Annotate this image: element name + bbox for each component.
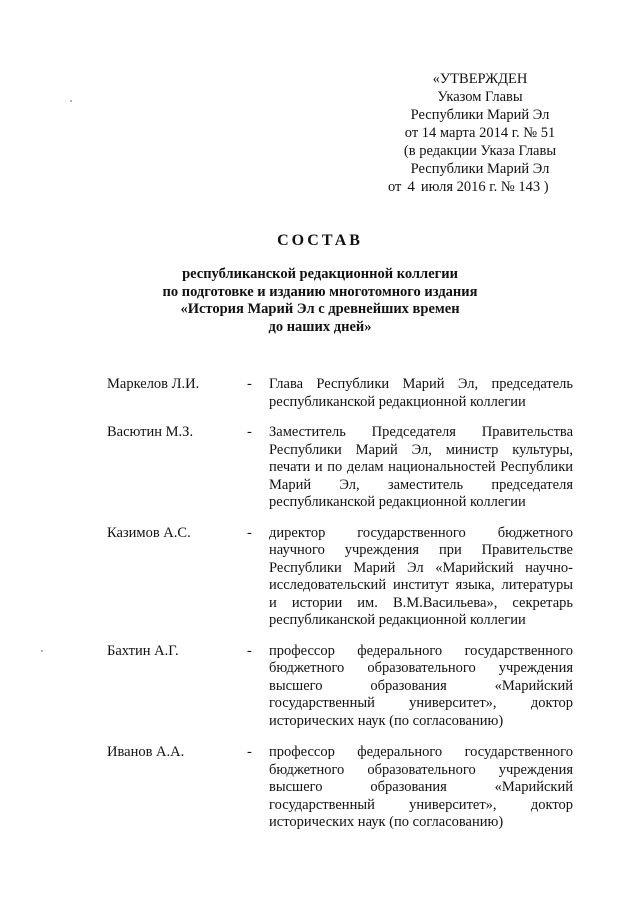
member-entry bbox=[107, 376, 573, 411]
approval-line-revision: (в редакции Указа Главы bbox=[403, 143, 557, 159]
member-position: профессор федерального государственного бюджетного образовательного учреждения высшего образования «Марийский государственный университет», доктор исторических наук (по согласованию) bbox=[269, 744, 573, 830]
member-dash: - bbox=[247, 642, 252, 659]
member-name: Бахтин А.Г. bbox=[107, 642, 179, 659]
member-position: профессор федерального государственного бюджетного образовательного учреждения высшего образования «Марийский государственный университет», доктор исторических наук (по согласованию) bbox=[269, 642, 573, 729]
members-list bbox=[107, 376, 573, 832]
member-position: Глава Республики Марий Эл, председатель республиканской редакционной коллегии bbox=[269, 376, 573, 410]
scan-speck bbox=[41, 650, 43, 652]
member-entry bbox=[107, 643, 573, 731]
scan-speck bbox=[70, 100, 72, 102]
subtitle-line-2: по подготовке и изданию многотомного издания bbox=[162, 283, 478, 300]
subtitle-line-3: «История Марий Эл с древнейших времен bbox=[180, 301, 460, 317]
approval-line-republic: Республики Марий Эл bbox=[410, 107, 550, 123]
revision-date-prefix: от bbox=[388, 179, 402, 195]
approval-line-decree: Указом Главы bbox=[437, 89, 523, 105]
document-subtitle bbox=[0, 266, 640, 336]
member-entry bbox=[107, 525, 573, 630]
member-name: Иванов А.А. bbox=[107, 744, 185, 760]
approval-line-date: от 14 марта 2014 г. № 51 bbox=[404, 125, 556, 141]
member-name: Васютин М.З. bbox=[107, 424, 194, 440]
member-name: Казимов А.С. bbox=[107, 524, 191, 541]
revision-date-rest: июля 2016 г. № 143 ) bbox=[420, 179, 549, 195]
document-title: СОСТАВ bbox=[277, 232, 363, 249]
revision-date-day: 4 bbox=[407, 179, 415, 195]
member-position: директор государственного бюджетного научного учреждения при Правительстве Республики Марий Эл «Марийский научно-исследовательский институт языка, литературы и истории им. В.М.Васильева», секретарь республиканской редакционной коллегии bbox=[269, 524, 573, 628]
member-entry bbox=[107, 424, 573, 512]
member-entry bbox=[107, 744, 573, 832]
member-dash: - bbox=[247, 424, 252, 440]
approval-stamp-block bbox=[380, 70, 580, 196]
member-dash: - bbox=[247, 524, 252, 541]
member-position: Заместитель Председателя Правительства Республики Марий Эл, министр культуры, печати и по делам национальностей Республики Марий Эл, заместитель председателя республиканской редакционной коллегии bbox=[269, 424, 573, 510]
member-dash: - bbox=[247, 376, 252, 392]
member-dash: - bbox=[247, 744, 252, 760]
subtitle-line-1: республиканской редакционной коллегии bbox=[182, 266, 458, 282]
approval-line-approved: «УТВЕРЖДЕН bbox=[432, 71, 528, 87]
approval-line-revision-date bbox=[380, 178, 580, 196]
subtitle-line-4: до наших дней» bbox=[268, 318, 372, 335]
member-name: Маркелов Л.И. bbox=[107, 376, 200, 392]
approval-line-republic-2: Республики Марий Эл bbox=[410, 161, 550, 177]
